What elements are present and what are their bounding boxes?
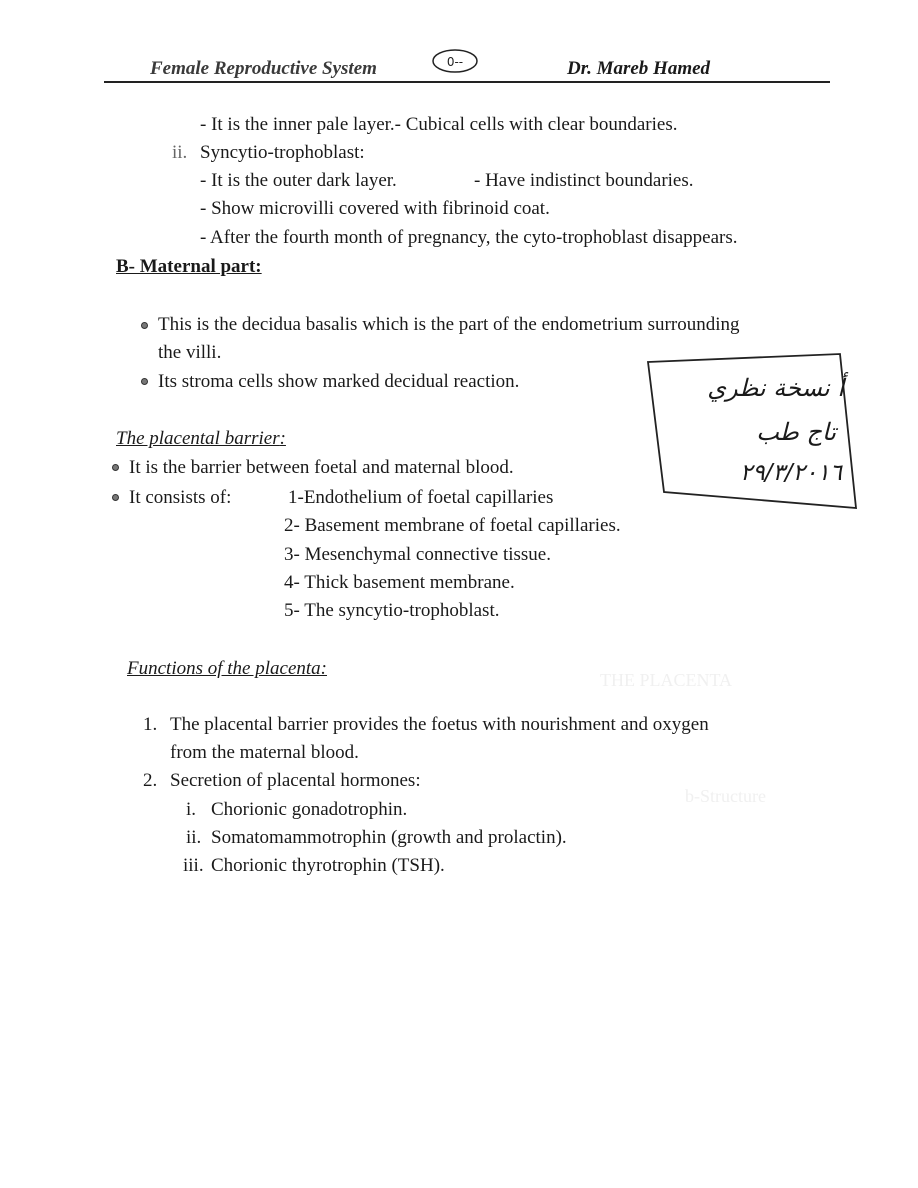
header-course-title: Female Reproductive System	[150, 58, 377, 79]
placental-barrier-title-colon: :	[279, 428, 286, 449]
header-divider	[104, 81, 830, 83]
page-number-text: 0--	[446, 55, 464, 69]
function-2-number: 2.	[143, 770, 158, 791]
maternal-bullet-1-line-2: the villi.	[158, 342, 222, 363]
barrier-item-3: 3- Mesenchymal connective tissue.	[284, 544, 551, 565]
syncytio-numeral: ii.	[172, 142, 188, 163]
placental-barrier-title	[116, 428, 286, 450]
bullet-icon	[112, 494, 119, 501]
barrier-bullet-1: It is the barrier between foetal and maternal blood.	[129, 457, 514, 478]
function-1-line-2: from the maternal blood.	[170, 742, 359, 763]
syncytio-line-1b: - Have indistinct boundaries.	[474, 170, 694, 191]
handwritten-stamp	[644, 352, 858, 512]
functions-title: Functions of the placenta:	[127, 658, 327, 679]
bleed-through-heading: THE PLACENTA	[600, 670, 733, 690]
syncytio-title: Syncytio-trophoblast:	[200, 142, 365, 163]
function-1-line-1: The placental barrier provides the foetus with nourishment and oxygen	[170, 714, 709, 735]
hormone-3: Chorionic thyrotrophin (TSH).	[211, 855, 445, 876]
bullet-icon	[141, 378, 148, 385]
header-author: Dr. Mareb Hamed	[567, 58, 711, 79]
barrier-bullet-2: It consists of:	[129, 487, 232, 508]
page-number-badge	[431, 48, 479, 74]
bleed-through-subheading: b-Structure	[685, 786, 766, 806]
barrier-item-2: 2- Basement membrane of foetal capillaries.	[284, 515, 621, 536]
cyto-line-1: - It is the inner pale layer.- Cubical cells with clear boundaries.	[200, 114, 678, 135]
hormone-1-number: i.	[186, 799, 197, 820]
syncytio-line-1a: - It is the outer dark layer.	[200, 170, 397, 191]
hormone-2-number: ii.	[186, 827, 202, 848]
placental-barrier-title-text: The placental barrier	[116, 428, 280, 449]
barrier-item-1: 1-Endothelium of foetal capillaries	[288, 487, 554, 508]
bullet-icon	[112, 464, 119, 471]
function-2: Secretion of placental hormones:	[170, 770, 421, 791]
hormone-3-number: iii.	[183, 855, 204, 876]
bullet-icon	[141, 322, 148, 329]
maternal-bullet-1-line-1: This is the decidua basalis which is the part of the endometrium surrounding	[158, 314, 740, 335]
syncytio-line-2: - Show microvilli covered with fibrinoid coat.	[200, 198, 550, 219]
hormone-2: Somatomammotrophin (growth and prolactin).	[211, 827, 567, 848]
maternal-part-title: B- Maternal part:	[116, 256, 262, 277]
barrier-item-5: 5- The syncytio-trophoblast.	[284, 600, 500, 621]
stamp-line-3: ٢٩/٣/٢٠١٦	[740, 460, 842, 486]
barrier-item-4: 4- Thick basement membrane.	[284, 572, 515, 593]
hormone-1: Chorionic gonadotrophin.	[211, 799, 408, 820]
stamp-line-1: أ نسخة نظري	[707, 374, 844, 402]
function-1-number: 1.	[143, 714, 158, 735]
syncytio-line-3: - After the fourth month of pregnancy, the cyto-trophoblast disappears.	[200, 227, 738, 248]
maternal-bullet-2: Its stroma cells show marked decidual reaction.	[158, 371, 520, 392]
stamp-line-2: تاج طب	[756, 418, 836, 446]
